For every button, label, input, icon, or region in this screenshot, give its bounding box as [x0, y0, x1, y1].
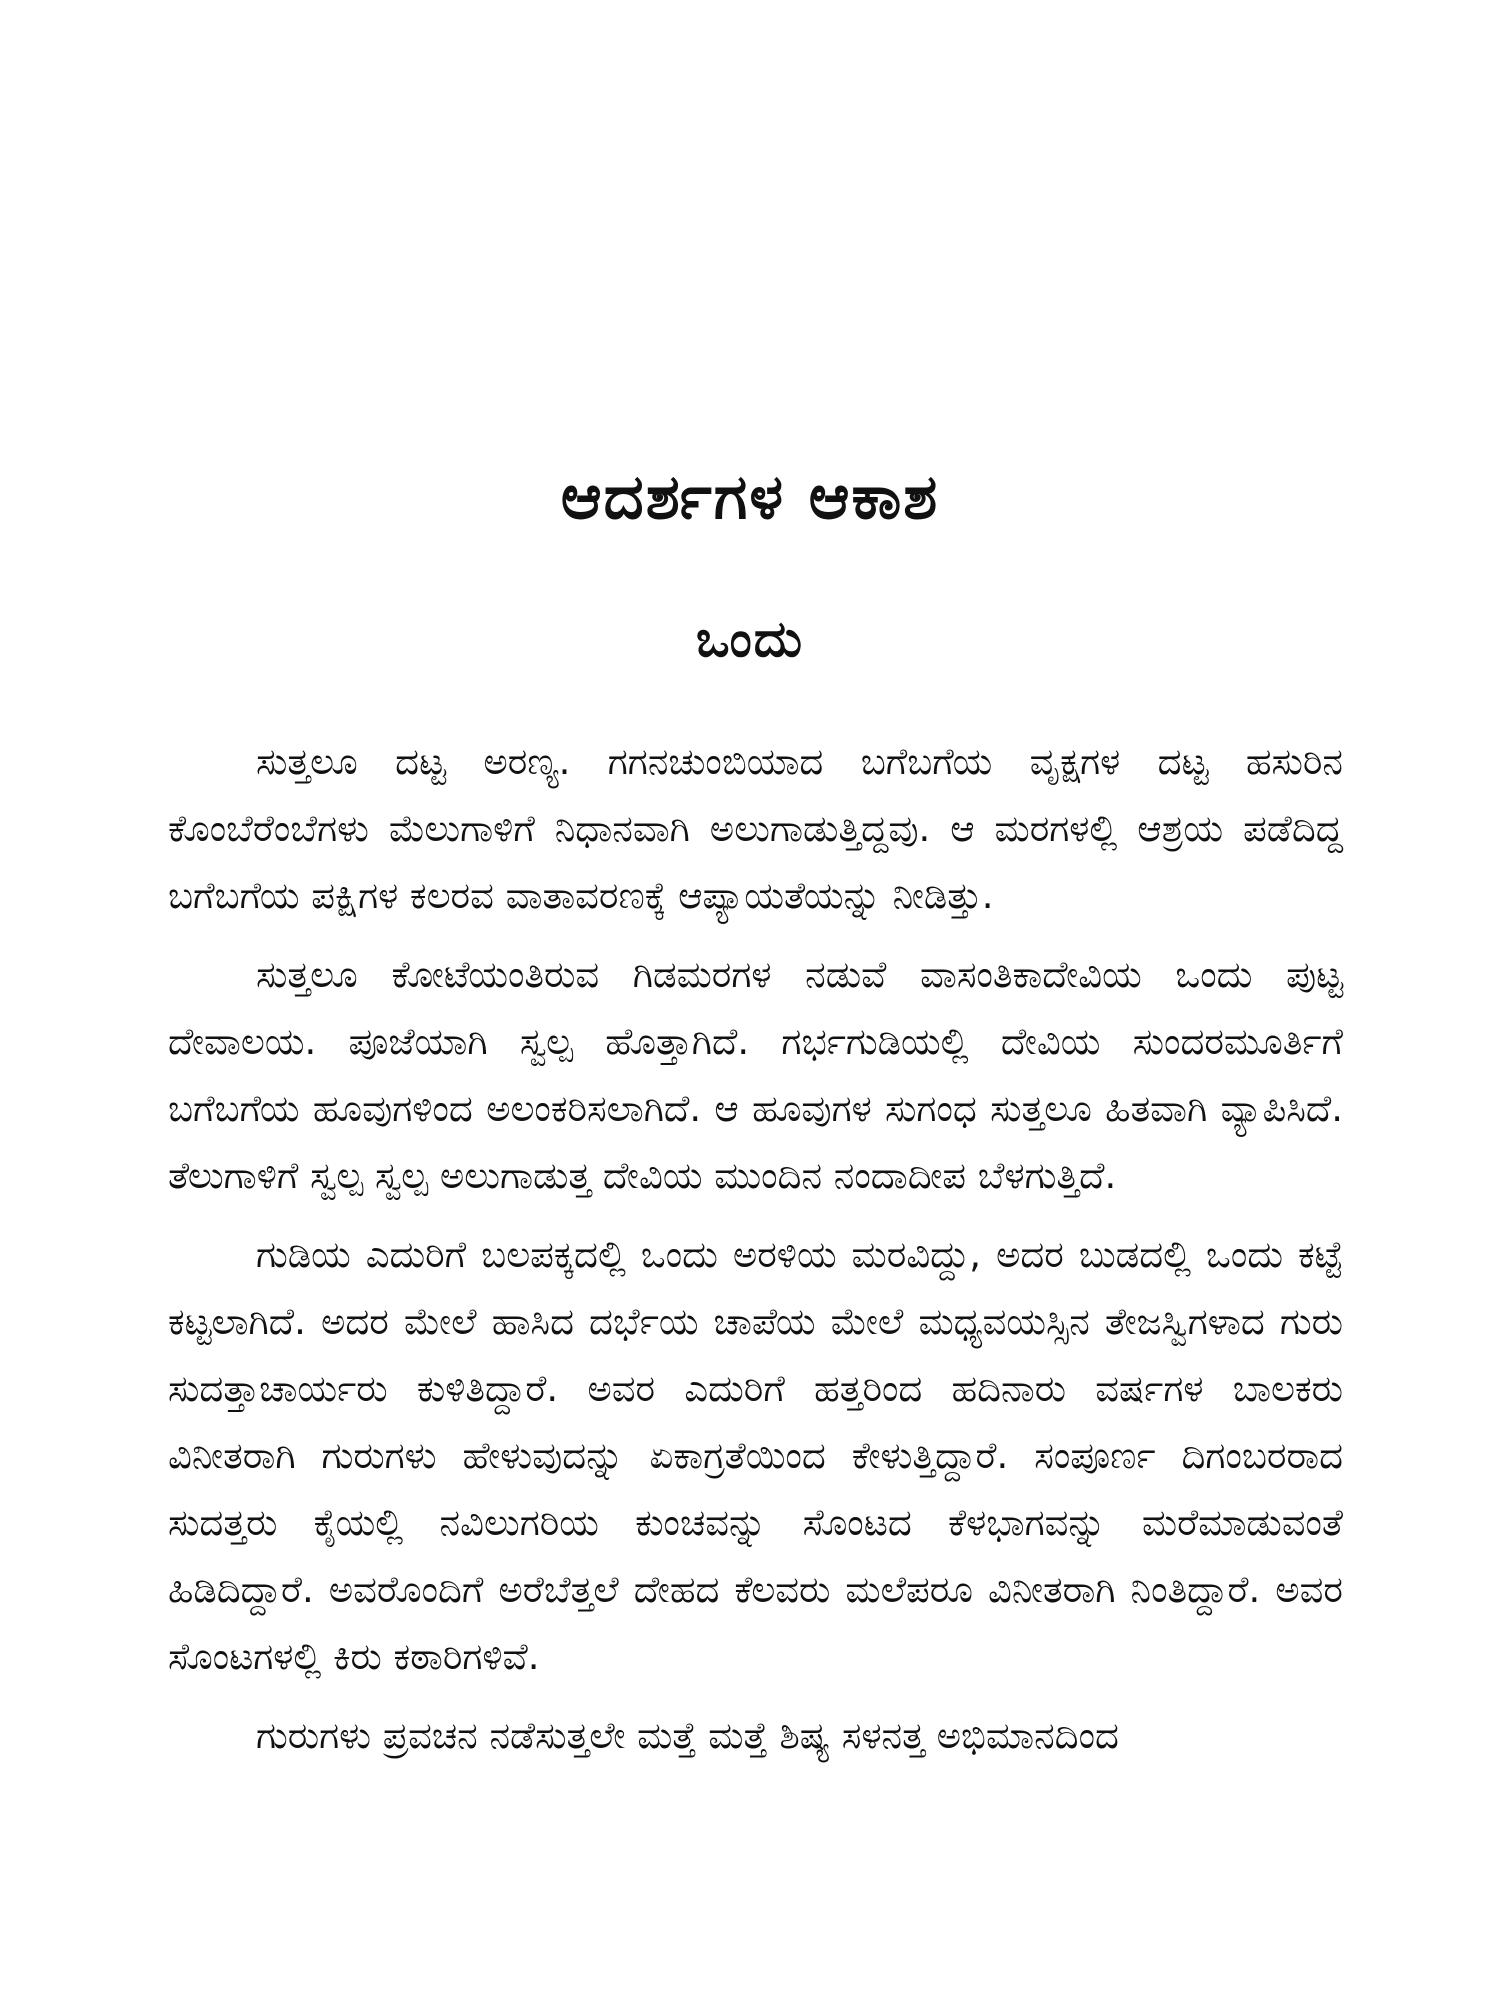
paragraph-2: ಸುತ್ತಲೂ ಕೋಟೆಯಂತಿರುವ ಗಿಡಮರಗಳ ನಡುವೆ ವಾಸಂತಿಕಾದೇವಿಯ ಒಂದು ಪುಟ್ಟ ದೇವಾಲಯ. ಪೂಜೆಯಾಗಿ ಸ್ವಲ್ಪ ಹೊತ್ತಾಗಿದೆ. ಗರ್ಭಗುಡಿಯಲ್ಲಿ ದೇವಿಯ ಸುಂದರಮೂರ್ತಿಗೆ ಬಗೆಬಗೆಯ ಹೂವುಗಳಿಂದ ಅಲಂಕರಿಸಲಾಗಿದೆ. ಆ ಹೂವುಗಳ ಸುಗಂಧ ಸುತ್ತಲೂ ಹಿತವಾಗಿ ವ್ಯಾಪಿಸಿದೆ. ತೆಲುಗಾಳಿಗೆ ಸ್ವಲ್ಪ ಸ್ವಲ್ಪ ಅಲುಗಾಡುತ್ತ ದೇವಿಯ ಮುಂದಿನ ನಂದಾದೀಪ ಬೆಳಗುತ್ತಿದೆ. — [168, 953, 1343, 1197]
chapter-heading: ಒಂದು — [696, 610, 804, 668]
paragraph-4: ಗುರುಗಳು ಪ್ರವಚನ ನಡೆಸುತ್ತಲೇ ಮತ್ತೆ ಮತ್ತೆ ಶಿಷ್ಯ ಸಳನತ್ತ ಅಭಿಮಾನದಿಂದ — [256, 1714, 1119, 1757]
paragraph-3: ಗುಡಿಯ ಎದುರಿಗೆ ಬಲಪಕ್ಕದಲ್ಲಿ ಒಂದು ಅರಳಿಯ ಮರವಿದ್ದು, ಅದರ ಬುಡದಲ್ಲಿ ಒಂದು ಕಟ್ಟೆ ಕಟ್ಟಲಾಗಿದೆ. ಅದರ ಮೇಲೆ ಹಾಸಿದ ದರ್ಭೆಯ ಚಾಪೆಯ ಮೇಲೆ ಮಧ್ಯವಯಸ್ಸಿನ ತೇಜಸ್ವಿಗಳಾದ ಗುರು ಸುದತ್ತಾಚಾರ್ಯರು ಕುಳಿತಿದ್ದಾರೆ. ಅವರ ಎದುರಿಗೆ ಹತ್ತರಿಂದ ಹದಿನಾರು ವರ್ಷಗಳ ಬಾಲಕರು ವಿನೀತರಾಗಿ ಗುರುಗಳು ಹೇಳುವುದನ್ನು ಏಕಾಗ್ರತೆಯಿಂದ ಕೇಳುತ್ತಿದ್ದಾರೆ. ಸಂಪೂರ್ಣ ದಿಗಂಬರರಾದ ಸುದತ್ತರು ಕೈಯಲ್ಲಿ ನವಿಲುಗರಿಯ ಕುಂಚವನ್ನು ಸೊಂಟದ ಕೆಳಭಾಗವನ್ನು ಮರೆಮಾಡುವಂತೆ ಹಿಡಿದಿದ್ದಾರೆ. ಅವರೊಂದಿಗೆ ಅರೆಬೆತ್ತಲೆ ದೇಹದ ಕೆಲವರು ಮಲೆಪರೂ ವಿನೀತರಾಗಿ ನಿಂತಿದ್ದಾರೆ. ಅವರ ಸೊಂಟಗಳಲ್ಲಿ ಕಿರು ಕಠಾರಿಗಳಿವೆ. — [168, 1233, 1343, 1678]
body-text — [168, 728, 1343, 1781]
page-title: ಆದರ್ಶಗಳ ಆಕಾಶ — [560, 460, 940, 533]
paragraph-1: ಸುತ್ತಲೂ ದಟ್ಟ ಅರಣ್ಯ. ಗಗನಚುಂಬಿಯಾದ ಬಗೆಬಗೆಯ ವೃಕ್ಷಗಳ ದಟ್ಟ ಹಸುರಿನ ಕೊಂಬೆರೆಂಬೆಗಳು ಮೆಲುಗಾಳಿಗೆ ನಿಧಾನವಾಗಿ ಅಲುಗಾಡುತ್ತಿದ್ದವು. ಆ ಮರಗಳಲ್ಲಿ ಆಶ್ರಯ ಪಡೆದಿದ್ದ ಬಗೆಬಗೆಯ ಪಕ್ಷಿಗಳ ಕಲರವ ವಾತಾವರಣಕ್ಕೆ ಆಪ್ಯಾಯತೆಯನ್ನು ನೀಡಿತ್ತು. — [168, 740, 1343, 917]
